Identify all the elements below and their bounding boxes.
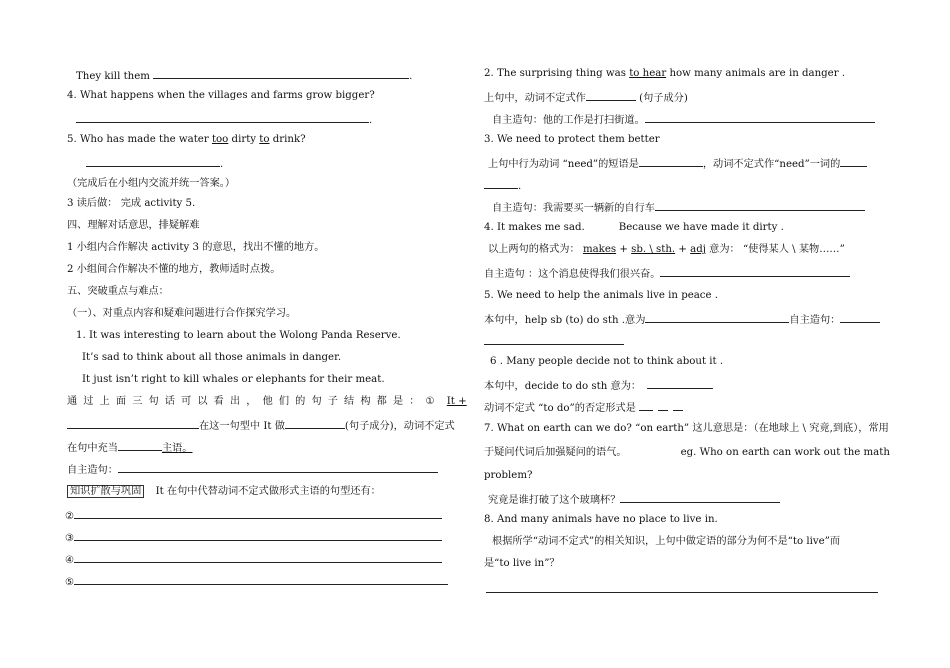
- item-7-sub-3: 究竟是谁打破了这个玻璃杯？: [488, 491, 780, 508]
- analysis-char: 过: [83, 396, 94, 407]
- knowledge-extension: 知识扩散与巩固 It 在句中代替动词不定式做形式主语的句型还有：: [67, 485, 381, 499]
- item-6-sub-1: 本句中，decide to do sth 意为：: [484, 377, 713, 394]
- analysis-char: 上: [99, 396, 110, 407]
- analysis-line-2: 在这一句型中 It 做 (句子成分)，动词不定式: [67, 417, 455, 434]
- answer-blank[interactable]: [658, 399, 668, 411]
- example-2: It’s sad to think about all those animals in danger.: [82, 352, 342, 363]
- analysis-line-1: [67, 395, 467, 409]
- answer-blank[interactable]: [645, 111, 875, 123]
- item-4: 4. It makes me sad. Because we have made it dirty .: [484, 222, 784, 233]
- item-5-sub-1-cont: [484, 333, 624, 350]
- item-3-sub-1: 上句中行为动词 “need”的短语是 ，动词不定式作“need”一词的: [488, 155, 867, 172]
- answer-blank[interactable]: [840, 155, 867, 167]
- item-8: 8. And many animals have no place to live in.: [484, 514, 718, 525]
- analysis-char: 他: [262, 396, 273, 407]
- answer-blank[interactable]: [118, 439, 162, 451]
- section-4-item-1: 1 小组内合作解决 activity 3 的意思，找出不懂的地方。: [67, 242, 325, 253]
- answer-blank[interactable]: [660, 265, 850, 277]
- section-5-heading: 五、突破重点与难点：: [67, 286, 169, 297]
- answer-blank[interactable]: [486, 581, 878, 593]
- item-3-sub-1-cont: .: [484, 177, 521, 194]
- analysis-char: ：: [409, 396, 420, 407]
- analysis-char: 三: [132, 396, 143, 407]
- analysis-char: 以: [197, 396, 208, 407]
- item-7-sub-1: 于疑问代词后加强疑问的语气。 eg. Who on earth can work out the math: [484, 447, 890, 458]
- analysis-char: 的: [295, 396, 306, 407]
- analysis-char: 子: [327, 396, 338, 407]
- item-8-sub-2: 是“to live in”？: [484, 558, 560, 569]
- analysis-char: 通: [67, 396, 78, 407]
- blank-line-2: ②: [65, 507, 442, 524]
- example-3: It just isn’t right to kill whales or elephants for their meat.: [82, 374, 385, 385]
- analysis-char: ，: [246, 396, 257, 407]
- item-8-sub-1: 根据所学“动词不定式”的相关知识，上句中做定语的部分为何不是“to live”而: [492, 536, 841, 547]
- blank-line-3: ③: [65, 529, 442, 546]
- item-5: 5. We need to help the animals live in peace .: [484, 290, 719, 301]
- item-6: 6 . Many people decide not to think about it .: [490, 356, 724, 367]
- analysis-char: 构: [360, 396, 371, 407]
- analysis-char: 面: [115, 396, 127, 407]
- answer-blank[interactable]: [673, 399, 683, 411]
- answer-blank[interactable]: [647, 377, 713, 389]
- answer-blank[interactable]: [74, 551, 442, 563]
- item-7-sub-2: problem?: [484, 470, 533, 481]
- analysis-char: 都: [376, 396, 387, 407]
- answer-blank[interactable]: [285, 417, 345, 429]
- step-3: 3 读后做： 完成 activity 5.: [67, 198, 196, 209]
- answer-blank[interactable]: [74, 529, 442, 541]
- analysis-char: 句: [148, 396, 159, 407]
- item-6-sub-2: 动词不定式 “to do”的否定形式是: [484, 399, 683, 416]
- analysis-it-plus: It +: [446, 396, 467, 407]
- item-3: 3. We need to protect them better: [484, 134, 660, 145]
- analysis-char: 是: [392, 396, 404, 407]
- line-they-kill: They kill them .: [76, 67, 412, 84]
- analysis-char: 话: [164, 396, 175, 407]
- answer-blank[interactable]: [639, 155, 703, 167]
- analysis-char: ①: [425, 396, 435, 407]
- knowledge-box-label: 知识扩散与巩固: [67, 485, 144, 498]
- answer-blank[interactable]: [153, 67, 409, 79]
- analysis-char: 可: [181, 396, 192, 407]
- item-2-sub-1: 上句中，动词不定式作 (句子成分): [484, 89, 688, 106]
- answer-blank[interactable]: [74, 573, 448, 585]
- answer-blank[interactable]: [86, 155, 220, 167]
- answer-blank[interactable]: [74, 507, 442, 519]
- answer-blank[interactable]: [586, 89, 636, 101]
- question-5-answer: .: [86, 155, 223, 172]
- sub-heading-1: （一）、对重点内容和疑难问题进行合作探究学习。: [67, 308, 297, 319]
- section-4-item-2: 2 小组间合作解决不懂的地方，教师适时点拨。: [67, 264, 281, 275]
- analysis-char: 出: [229, 396, 241, 407]
- analysis-char: 看: [213, 396, 224, 407]
- question-5: 5. Who has made the water too dirty to drink?: [67, 134, 306, 145]
- item-2-sub-2: 自主造句：他的工作是打扫街道。: [492, 111, 875, 128]
- answer-blank[interactable]: [118, 461, 438, 473]
- item-5-sub-1: 本句中，help sb (to) do sth .意为 自主造句：: [484, 311, 880, 328]
- note-text: （完成后在小组内交流并统一答案。）: [67, 178, 236, 189]
- answer-blank[interactable]: [655, 199, 865, 211]
- question-4: 4. What happens when the villages and farms grow bigger?: [67, 90, 375, 101]
- blank-line-5: ⑤: [65, 573, 448, 590]
- answer-blank[interactable]: [76, 111, 369, 123]
- analysis-line-3: 在句中充当 主语。: [67, 439, 193, 456]
- answer-blank[interactable]: [840, 311, 880, 323]
- answer-blank[interactable]: [645, 311, 789, 323]
- item-2: 2. The surprising thing was to hear how many animals are in danger .: [484, 68, 846, 79]
- item-4-sub-1: 以上两句的格式为： makes + sb. \ sth. + adj 意为： “使得某人 \ 某物……”: [488, 244, 845, 255]
- analysis-char: 们: [278, 396, 290, 407]
- item-4-sub-2: 自主造句 ：这个消息使得我们很兴奋。: [484, 265, 850, 282]
- answer-blank[interactable]: [484, 177, 518, 189]
- blank-line-4: ④: [65, 551, 442, 568]
- analysis-char: 结: [344, 396, 355, 407]
- analysis-char: 句: [311, 396, 322, 407]
- question-4-answer: .: [76, 111, 372, 128]
- make-sentence: 自主造句：: [67, 461, 438, 478]
- example-1: 1. It was interesting to learn about the Wolong Panda Reserve.: [76, 330, 401, 341]
- answer-blank[interactable]: [484, 333, 624, 345]
- item-7: 7. What on earth can we do? “on earth” 这儿意思是：（在地球上 \ 究竟,到底），常用: [484, 423, 889, 434]
- item-3-sub-2: 自主造句：我需要买一辆新的自行车: [492, 199, 865, 216]
- answer-blank[interactable]: [67, 417, 199, 429]
- answer-blank[interactable]: [620, 491, 780, 503]
- answer-blank[interactable]: [639, 399, 653, 411]
- item-8-answer: [486, 581, 878, 598]
- section-4-heading: 四、理解对话意思，排疑解难: [67, 220, 200, 231]
